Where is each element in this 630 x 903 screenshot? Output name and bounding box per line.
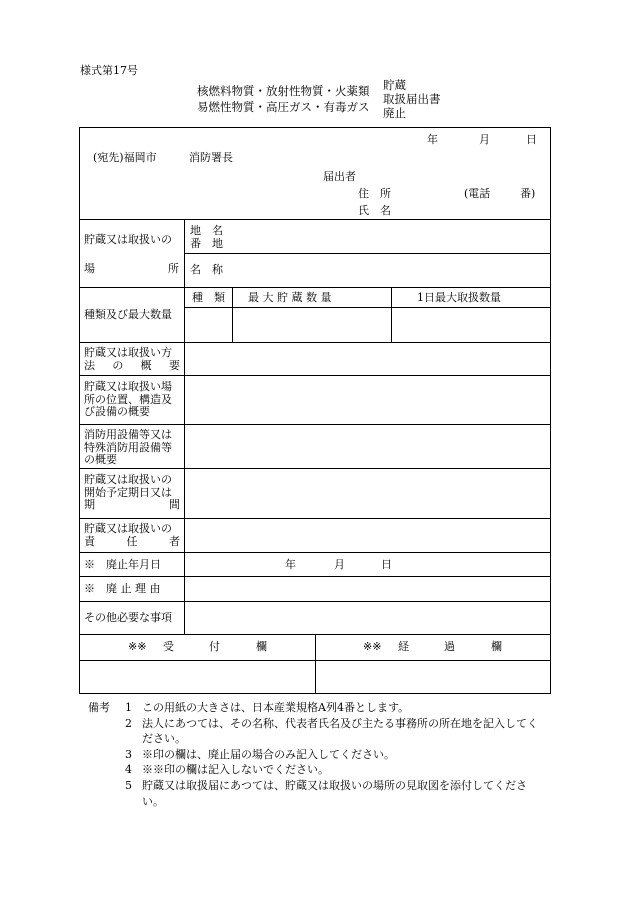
start-date-label [84,474,180,512]
facility-label-line2: 所の位置、構造及 [84,392,172,406]
progress-label-prefix: ※※ [363,640,382,653]
method-label-line1: 貯蔵又は取扱い方 [84,346,172,359]
progress-label-3: 欄 [491,640,502,653]
title-option-abolition: 廃止 [383,105,406,120]
start-date-label-line2: 開始予定期日又は [84,485,172,499]
manager-label-line2: 責 任 者 [84,534,180,548]
manager-label-line1: 貯蔵又は取扱いの [84,522,172,535]
start-date-label-line3b: 間 [169,498,180,511]
location-label-line1: 貯蔵又は取扱いの [84,233,172,246]
progress-label-2: 過 [444,640,455,653]
facility-label [84,381,172,419]
location-address-label [190,225,223,250]
note-text: ※印の欄は、廃止届の場合のみ記入してください。 [142,747,395,761]
location-label-line2b: 所 [168,262,179,275]
date-month-label: 月 [479,133,490,146]
abolition-date-label: ※ 廃止年月日 [84,558,161,571]
title-line-2: 易燃性物質・高圧ガス・有毒ガス [197,99,370,114]
quantity-type-header: 種 類 [192,291,225,304]
firefighting-label-line3: の概要 [84,453,117,466]
firefighting-label-line2: 特殊消防用設備等 [84,440,172,454]
note-text: この用紙の大きさは、日本産業規格A列4番とします。 [142,701,410,714]
note-number: 4 [125,763,132,777]
abolition-date-year: 年 [285,558,296,571]
applicant-address-label: 住 所 [358,187,391,200]
start-date-label-line1: 貯蔵又は取扱いの [84,473,172,486]
applicant-name-label: 氏 名 [358,204,391,217]
location-name-label: 名 称 [190,263,223,276]
title-option-handling: 取扱届出書 [383,91,441,106]
method-label-line2: 法 の 概 要 [84,358,180,372]
form-title-type [383,79,441,120]
location-label-line2a: 場 [84,262,95,275]
quantity-label: 種類及び最大数量 [84,308,172,321]
note-text: 貯蔵又は取扱届にあつては、貯蔵又は取扱いの場所の見取図を添付してください。 [142,778,527,808]
method-label [84,347,180,372]
reception-label-1: 受 [163,640,174,653]
applicant-phone-suffix: 番) [520,187,536,200]
applicant-phone-label: (電話 [464,187,491,200]
quantity-max-storage-header: 最 大 貯 蔵 数 量 [248,291,332,304]
abolition-reason-label: ※ 廃 止 理 由 [84,582,161,595]
note-text: 法人にあつては、その名称、代表者氏名及び主たる事務所の所在地を記入してください。 [142,716,538,746]
abolition-date-month: 月 [334,558,345,571]
form-title-substances [197,84,370,115]
title-line-1: 核燃料物質・放射性物質・火薬類 [197,84,370,98]
firefighting-label-line1: 消防用設備等又は [84,428,172,441]
address-sub-number: 番 地 [190,236,223,250]
address-sub-name: 地 名 [190,224,223,237]
reception-label-prefix: ※※ [128,640,147,653]
title-option-storage: 貯蔵 [383,78,406,92]
firefighting-label [84,429,172,467]
form-number: 様式第17号 [80,64,138,77]
note-number: 1 [125,701,132,714]
reception-label-2: 付 [209,640,220,653]
note-text: ※※印の欄は記入しないでください。 [142,763,329,777]
note-number: 3 [125,747,132,761]
abolition-date-day: 日 [381,558,392,571]
addressee-prefix: (宛先)福岡市 [93,151,157,164]
addressee-chief: 消防署長 [189,151,233,164]
start-date-label-line3a: 期 [84,498,95,511]
notification-form-table [79,127,551,694]
progress-label-1: 経 [398,640,409,653]
note-number: 2 [125,716,132,730]
facility-label-line1: 貯蔵又は取扱い場 [84,380,172,393]
notes-heading: 備考 [88,701,110,714]
note-number: 5 [125,778,132,792]
manager-label [84,523,180,548]
reception-label-3: 欄 [256,640,267,653]
date-year-label: 年 [427,133,438,146]
quantity-max-daily-header: 1日最大取扱数量 [417,291,501,304]
other-matters-label: その他必要な事項 [84,611,172,624]
applicant-label: 届出者 [323,170,356,183]
date-day-label: 日 [526,133,537,146]
facility-label-line3: び設備の概要 [84,405,150,418]
